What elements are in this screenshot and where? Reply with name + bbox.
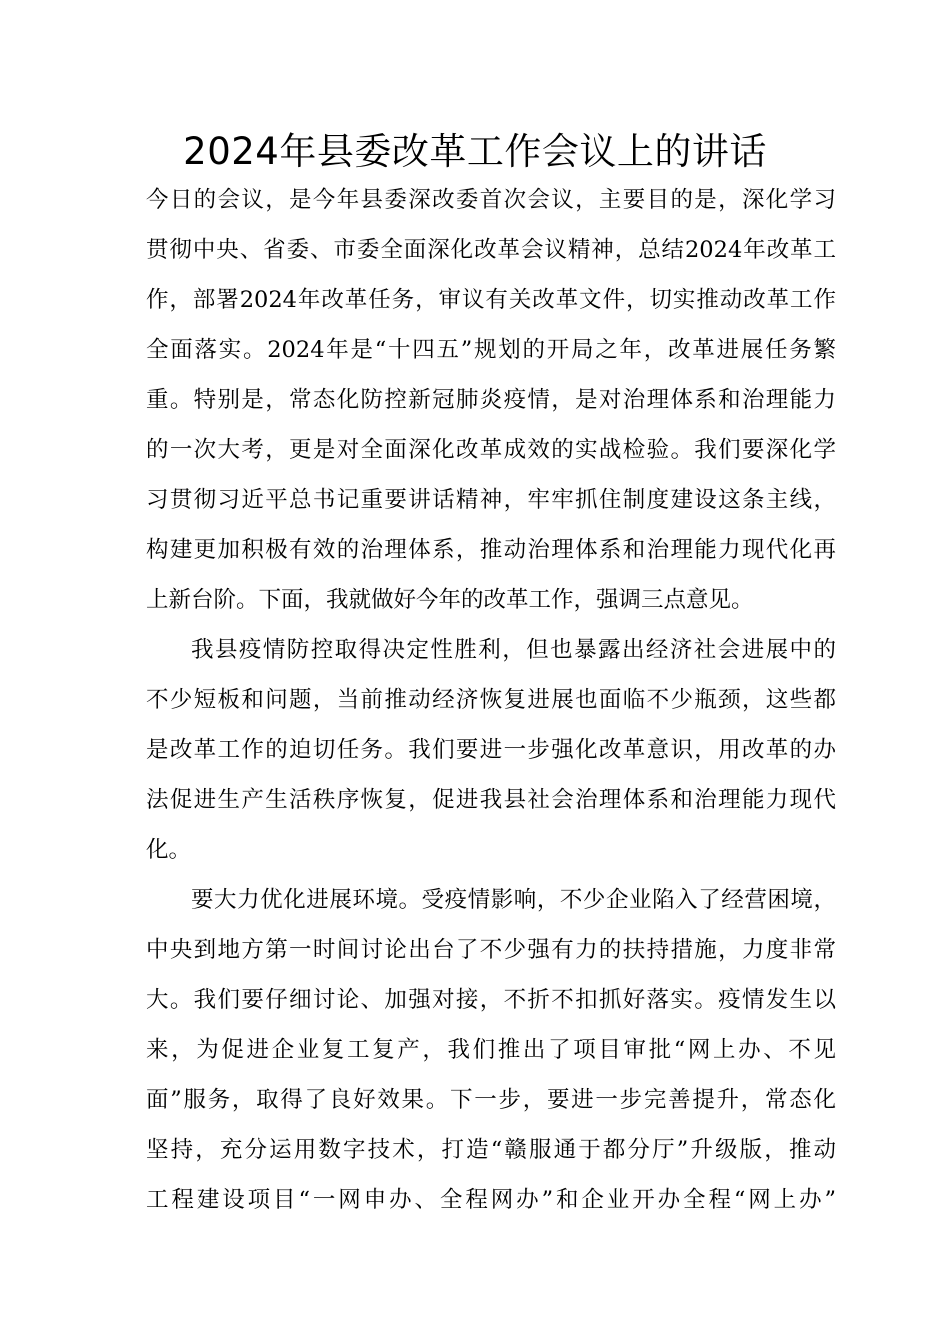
text-line: 工程建设项目“一网申办、全程网办”和企业开办全程“网上办” [146, 1187, 836, 1213]
text-line: 全面落实。2024年是“十四五”规划的开局之年，改革进展任务繁 [146, 337, 836, 363]
text-line: 要大力优化进展环境。受疫情影响，不少企业陷入了经营困境， [191, 887, 836, 913]
text-line: 中央到地方第一时间讨论出台了不少强有力的扶持措施，力度非常 [146, 937, 836, 963]
text-line: 不少短板和问题，当前推动经济恢复进展也面临不少瓶颈，这些都 [146, 687, 836, 713]
text-line: 是改革工作的迫切任务。我们要进一步强化改革意识，用改革的办 [146, 737, 836, 763]
text-line: 大。我们要仔细讨论、加强对接，不折不扣抓好落实。疫情发生以 [146, 987, 836, 1013]
text-line: 法促进生产生活秩序恢复，促进我县社会治理体系和治理能力现代 [146, 787, 836, 813]
text-line: 习贯彻习近平总书记重要讲话精神，牢牢抓住制度建设这条主线， [146, 487, 836, 513]
text-line: 上新台阶。下面，我就做好今年的改革工作，强调三点意见。 [146, 587, 754, 613]
text-line: 的一次大考，更是对全面深化改革成效的实战检验。我们要深化学 [146, 437, 836, 463]
text-line: 贯彻中央、省委、市委全面深化改革会议精神，总结2024年改革工 [146, 237, 836, 263]
text-line: 构建更加积极有效的治理体系，推动治理体系和治理能力现代化再 [146, 537, 836, 563]
text-line: 化。 [146, 837, 192, 863]
text-line: 来，为促进企业复工复产，我们推出了项目审批“网上办、不见 [146, 1037, 836, 1063]
text-line: 重。特别是，常态化防控新冠肺炎疫情，是对治理体系和治理能力 [146, 387, 836, 413]
document-title: 2024年县委改革工作会议上的讲话 [183, 130, 767, 173]
text-line: 坚持，充分运用数字技术，打造“赣服通于都分厅”升级版，推动 [146, 1137, 836, 1163]
text-line: 我县疫情防控取得决定性胜利，但也暴露出经济社会进展中的 [191, 637, 836, 663]
text-line: 作，部署2024年改革任务，审议有关改革文件，切实推动改革工作 [146, 287, 836, 313]
text-line: 今日的会议，是今年县委深改委首次会议，主要目的是，深化学习 [146, 187, 836, 213]
text-line: 面”服务，取得了良好效果。下一步，要进一步完善提升，常态化 [146, 1087, 836, 1113]
